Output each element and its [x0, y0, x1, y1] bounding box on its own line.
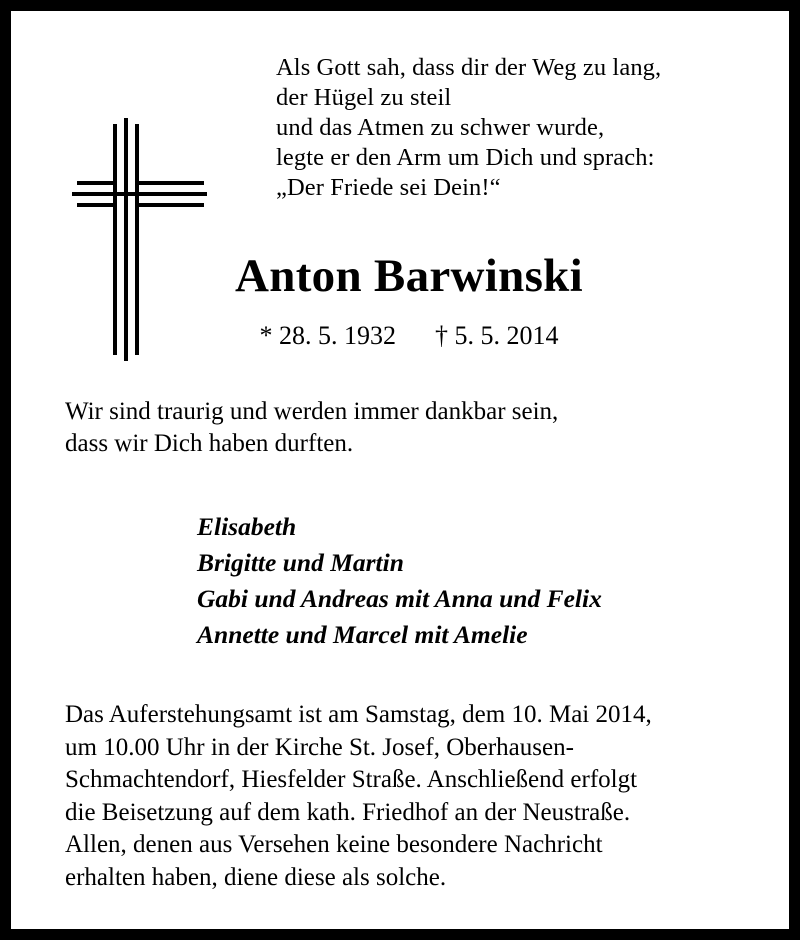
death-symbol: † — [435, 321, 448, 350]
deceased-name: Anton Barwinski — [235, 250, 583, 302]
closing-notice-line-1: Allen, denen aus Versehen keine besondere Nachricht — [65, 831, 603, 858]
epitaph-verse — [276, 53, 756, 203]
family-member-line-3: Gabi und Andreas mit Anna und Felix — [197, 584, 602, 613]
family-member-line-4: Annette und Marcel mit Amelie — [197, 620, 528, 649]
cross-right-arm-top-line — [139, 181, 204, 185]
cross-left-arm-center-line — [72, 192, 124, 196]
mourning-message-line-1: Wir sind traurig und werden immer dankbar sein, — [65, 398, 559, 425]
funeral-service-details — [65, 699, 765, 829]
service-details-line-4: die Beisetzung auf dem kath. Friedhof an der Neustraße. — [65, 798, 631, 826]
birth-date: 28. 5. 1932 — [279, 321, 396, 350]
cross-right-arm-center-line — [128, 192, 207, 196]
birth-symbol: * — [259, 321, 273, 350]
verse-line-3: und das Atmen zu schwer wurde, — [276, 114, 605, 141]
mourning-message — [65, 396, 765, 460]
cross-right-arm-bottom-line — [139, 203, 204, 207]
death-date: 5. 5. 2014 — [454, 321, 559, 350]
family-member-line-1: Elisabeth — [197, 512, 297, 541]
service-details-line-1: Das Auferstehungsamt ist am Samstag, dem 10. Mai 2014, — [65, 701, 652, 728]
verse-line-1: Als Gott sah, dass dir der Weg zu lang, — [276, 54, 662, 81]
service-details-line-2: um 10.00 Uhr in der Kirche St. Josef, Oberhausen- — [65, 733, 574, 761]
closing-notice — [65, 829, 765, 894]
verse-line-5: „Der Friede sei Dein!“ — [276, 174, 501, 201]
family-member-line-2: Brigitte und Martin — [197, 548, 404, 577]
cross-left-arm-bottom-line — [77, 203, 113, 207]
mourning-message-line-2: dass wir Dich haben durften. — [65, 430, 354, 457]
life-dates — [11, 321, 789, 351]
cross-left-arm-top-line — [77, 181, 113, 185]
verse-line-4: legte er den Arm um Dich und sprach: — [276, 144, 655, 171]
notice-inner-area — [11, 11, 789, 929]
closing-notice-line-2: erhalten haben, diene diese als solche. — [65, 863, 447, 891]
bereaved-family-list — [197, 509, 777, 653]
service-details-line-3: Schmachtendorf, Hiesfelder Straße. Anschließend erfolgt — [65, 766, 638, 793]
verse-line-2: der Hügel zu steil — [276, 84, 452, 111]
